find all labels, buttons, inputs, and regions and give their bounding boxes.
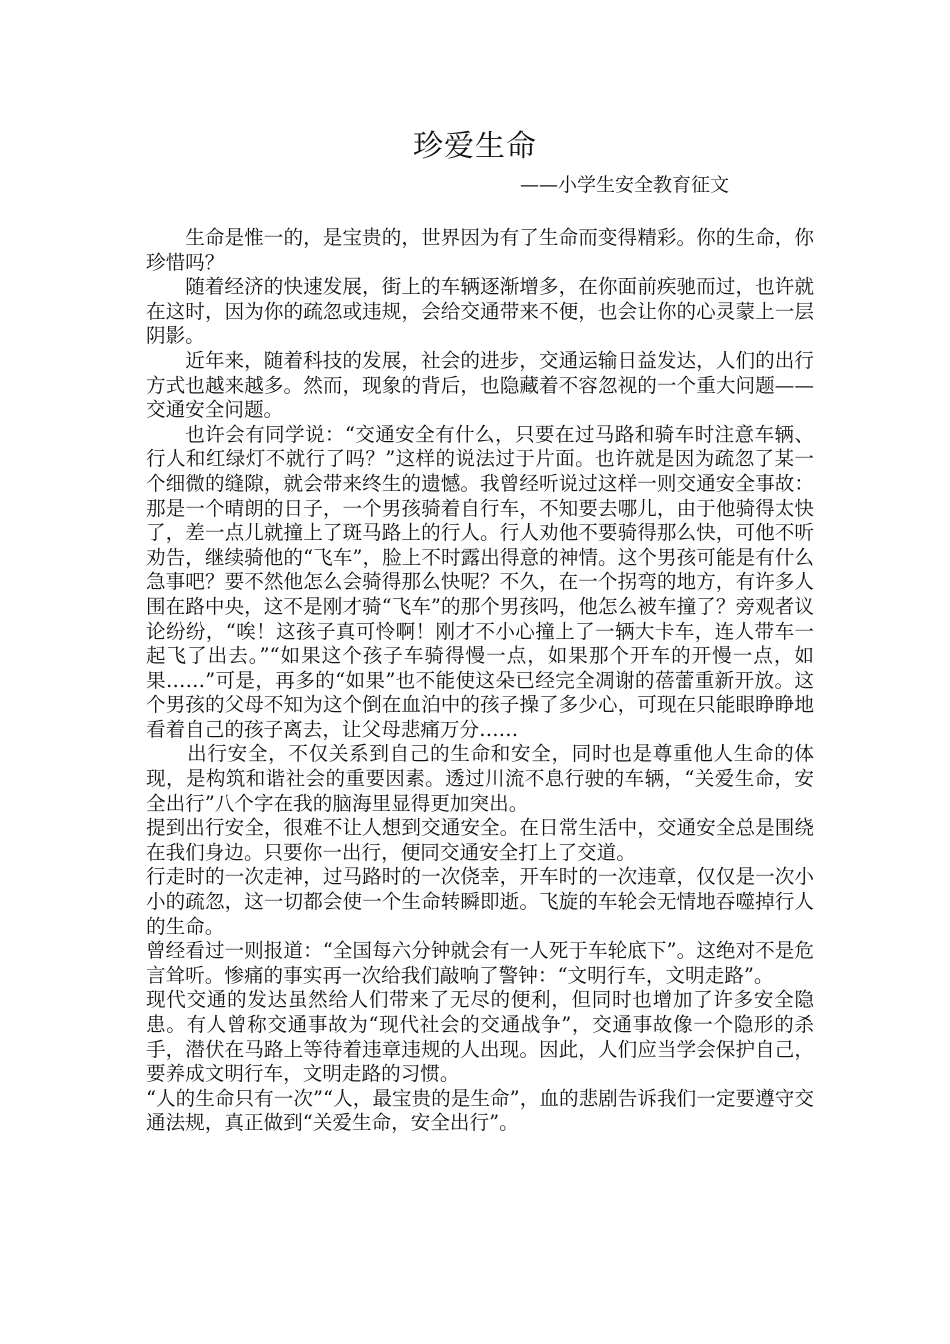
- paragraph-6: 提到出行安全，很难不让人想到交通安全。在日常生活中，交通安全总是围绕在我们身边。只要你一出行，便同交通安全打上了交道。: [146, 816, 814, 864]
- document-subtitle: ——小学生安全教育征文: [520, 174, 730, 196]
- paragraph-3: 近年来，随着科技的发展，社会的进步，交通运输日益发达，人们的出行方式也越来越多。然而，现象的背后，也隐藏着不容忽视的一个重大问题——交通安全问题。: [146, 348, 814, 422]
- paragraph-10: “人的生命只有一次”“人，最宝贵的是生命”，血的悲剧告诉我们一定要遵守交通法规，真正做到“关爱生命，安全出行”。: [146, 1086, 814, 1135]
- document-title: 珍爱生命: [413, 129, 537, 164]
- paragraph-4: 也许会有同学说：“交通安全有什么，只要在过马路和骑车时注意车辆、行人和红绿灯不就行了吗？”这样的说法过于片面。也许就是因为疏忽了某一个细微的缝隙，就会带来终生的遗憾。我曾经听说过这样一则交通安全事故：那是一个晴朗的日子，一个男孩骑着自行车，不知要去哪儿，由于他骑得太快了，差一点儿就撞上了斑马路上的行人。行人劝他不要骑得那么快，可他不听劝告，继续骑他的“飞车”，脸上不时露出得意的神情。这个男孩可能是有什么急事吧？要不然他怎么会骑得那么快呢？不久，在一个拐弯的地方，有许多人围在路中央，这不是刚才骑“飞车”的那个男孩吗，他怎么被车撞了？旁观者议论纷纷，“唉！这孩子真可怜啊！刚才不小心撞上了一辆大卡车，连人带车一起飞了出去。”“如果这个孩子车骑得慢一点，如果那个开车的开慢一点，如果……”可是，再多的“如果”也不能使这朵已经完全凋谢的蓓蕾重新开放。这个男孩的父母不知为这个倒在血泊中的孩子操了多少心，可现在只能眼睁睁地看着自己的孩子离去，让父母悲痛万分……: [146, 422, 814, 741]
- paragraph-2: 随着经济的快速发展，街上的车辆逐渐增多，在你面前疾驰而过，也许就在这时，因为你的疏忽或违规，会给交通带来不便，也会让你的心灵蒙上一层阴影。: [146, 275, 814, 348]
- document-body: [146, 226, 814, 1136]
- paragraph-9: 现代交通的发达虽然给人们带来了无尽的便利，但同时也增加了许多安全隐患。有人曾称交通事故为“现代社会的交通战争”，交通事故像一个隐形的杀手，潜伏在马路上等待着违章违规的人出现。因此，人们应当学会保护自己，要养成文明行车，文明走路的习惯。: [146, 988, 814, 1086]
- paragraph-7: 行走时的一次走神，过马路时的一次侥幸，开车时的一次违章，仅仅是一次小小的疏忽，这一切都会使一个生命转瞬即逝。飞旋的车轮会无情地吞噬掉行人的生命。: [146, 865, 814, 938]
- paragraph-8: 曾经看过一则报道：“全国每六分钟就会有一人死于车轮底下”。这绝对不是危言耸听。惨痛的事实再一次给我们敲响了警钟：“文明行车，文明走路”。: [146, 939, 814, 987]
- paragraph-5: 出行安全，不仅关系到自己的生命和安全，同时也是尊重他人生命的体现，是构筑和谐社会的重要因素。透过川流不息行驶的车辆，“关爱生命，安全出行”八个字在我的脑海里显得更加突出。: [146, 742, 814, 815]
- paragraph-1: 生命是惟一的，是宝贵的，世界因为有了生命而变得精彩。你的生命，你珍惜吗？: [146, 226, 814, 274]
